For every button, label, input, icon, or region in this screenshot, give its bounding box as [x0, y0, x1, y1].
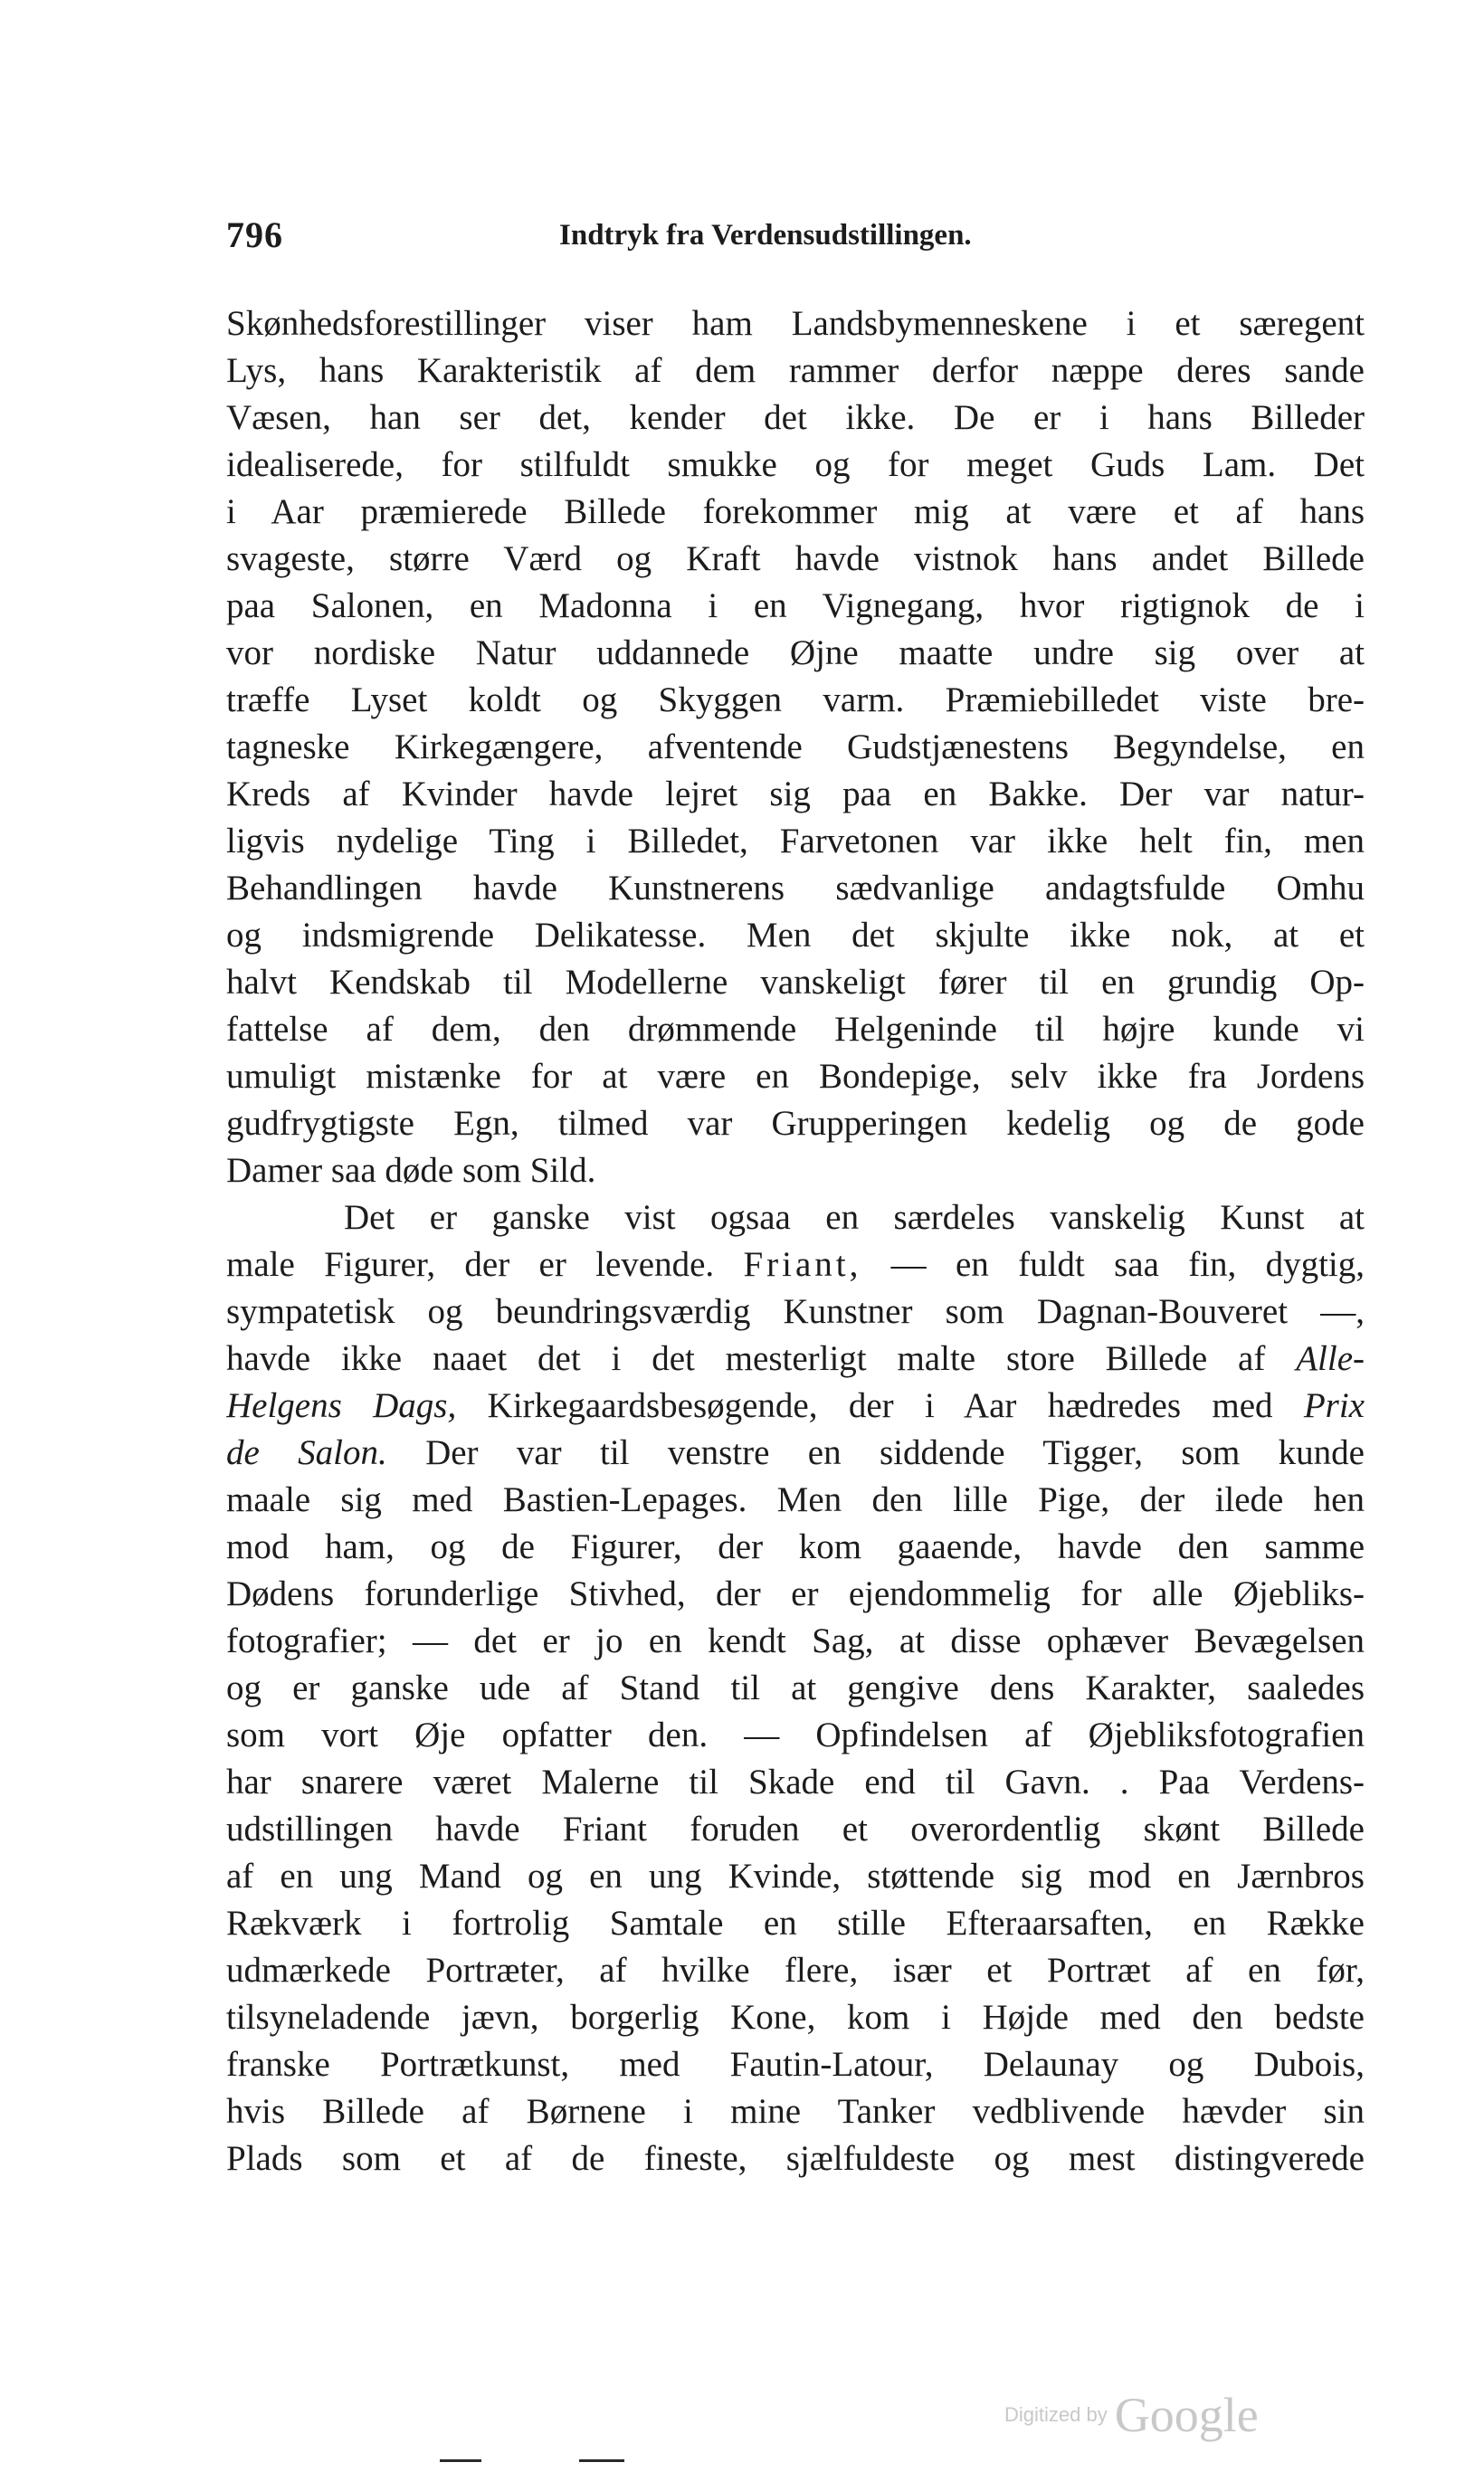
prize-name: de Salon. [226, 1433, 387, 1472]
text-line: ligvis nydelige Ting i Billedet, Farvetonen var ikke helt fin, men [226, 822, 1365, 860]
text-line: Behandlingen havde Kunstnerens sædvanlige andagtsfulde Omhu [226, 869, 1365, 908]
text-line: sympatetisk og beundringsværdig Kunstner som Dagnan-Bouveret —, [226, 1292, 1365, 1331]
scan-mark [579, 2459, 624, 2462]
text-line: Det er ganske vist ogsaa en særdeles vanskelig Kunst at [344, 1198, 1365, 1237]
text-line: Væsen, han ser det, kender det ikke. De er i hans Billeder [226, 398, 1365, 437]
text-line: Lys, hans Karakteristik af dem rammer derfor næppe deres sande [226, 351, 1365, 390]
text-line: som vort Øje opfatter den. — Opfindelsen af Øjebliksfotografien [226, 1716, 1365, 1754]
watermark-prefix: Digitized by [1004, 2403, 1108, 2426]
running-title: Indtryk fra Verdensudstillingen. [559, 219, 972, 252]
text-line: franske Portrætkunst, med Fautin-Latour, Delaunay og Dubois, [226, 2045, 1365, 2084]
scan-mark [440, 2459, 481, 2462]
text-line: svageste, større Værd og Kraft havde vistnok hans andet Billede [226, 539, 1365, 578]
text-line: paa Salonen, en Madonna i en Vignegang, hvor rigtignok de i [226, 586, 1365, 625]
text-run: male Figurer, der er levende. [226, 1245, 744, 1284]
digitized-watermark [1004, 2387, 1259, 2443]
text-run: Kirkegaardsbesøgende, der i Aar hædredes med [456, 1386, 1304, 1425]
google-logo: Google [1114, 2388, 1259, 2442]
text-line: fattelse af dem, den drømmende Helgeninde til højre kunde vi [226, 1010, 1365, 1049]
text-line: fotografier; — det er jo en kendt Sag, at disse ophæver Bevægelsen [226, 1621, 1365, 1660]
text-line: hvis Billede af Børnene i mine Tanker vedblivende hævder sin [226, 2092, 1365, 2131]
text-line: Dødens forunderlige Stivhed, der er ejendommelig for alle Øjebliks- [226, 1574, 1365, 1613]
text-line: maale sig med Bastien-Lepages. Men den lille Pige, der ilede hen [226, 1480, 1365, 1519]
text-run: — en fuldt saa fin, dygtig, [861, 1245, 1365, 1284]
text-run: havde ikke naaet det i det mesterligt malte store Billede af [226, 1339, 1297, 1378]
body-text [226, 300, 1365, 2182]
text-line [226, 1241, 1365, 1288]
text-line: tilsyneladende jævn, borgerlig Kone, kom i Højde med den bedste [226, 1998, 1365, 2037]
text-line: mod ham, og de Figurer, der kom gaaende, havde den samme [226, 1527, 1365, 1566]
text-line: af en ung Mand og en ung Kvinde, støttende sig mod en Jærnbros [226, 1857, 1365, 1896]
text-line: og indsmigrende Delikatesse. Men det skjulte ikke nok, at et [226, 916, 1365, 955]
painting-title: Helgens Dags, [226, 1386, 457, 1425]
text-run: Der var til venstre en siddende Tigger, som kunde [386, 1433, 1365, 1472]
text-line [226, 1336, 1365, 1383]
text-line: Skønhedsforestillinger viser ham Landsbymenneskene i et særegent [226, 304, 1365, 343]
text-line: gudfrygtigste Egn, tilmed var Grupperingen kedelig og de gode [226, 1104, 1365, 1143]
painting-title: Alle- [1296, 1339, 1365, 1378]
page-header [226, 214, 1365, 268]
text-line: Damer saa døde som Sild. [226, 1151, 596, 1190]
text-line: Plads som et af de fineste, sjælfuldeste og mest distingverede [226, 2139, 1365, 2178]
text-line: Rækværk i fortrolig Samtale en stille Efteraarsaften, en Række [226, 1904, 1365, 1943]
text-line: vor nordiske Natur uddannede Øjne maatte undre sig over at [226, 633, 1365, 672]
text-line: umuligt mistænke for at være en Bondepige, selv ikke fra Jordens [226, 1057, 1365, 1096]
text-line: har snarere været Malerne til Skade end til Gavn. . Paa Verdens- [226, 1763, 1365, 1802]
text-line: tagneske Kirkegængere, afventende Gudstjænestens Begyndelse, en [226, 727, 1365, 766]
book-page [226, 0, 1365, 2472]
text-line [226, 1383, 1365, 1430]
text-line: idealiserede, for stilfuldt smukke og for meget Guds Lam. Det [226, 445, 1365, 484]
artist-name: Friant, [743, 1245, 862, 1284]
text-line: halvt Kendskab til Modellerne vanskeligt fører til en grundig Op- [226, 963, 1365, 1002]
text-line: og er ganske ude af Stand til at gengive dens Karakter, saaledes [226, 1669, 1365, 1707]
text-line: i Aar præmierede Billede forekommer mig at være et af hans [226, 492, 1365, 531]
text-line: Kreds af Kvinder havde lejret sig paa en Bakke. Der var natur- [226, 775, 1365, 813]
page-number: 796 [226, 214, 283, 255]
prize-name: Prix [1303, 1386, 1365, 1425]
text-line: udmærkede Portræter, af hvilke flere, især et Portræt af en før, [226, 1951, 1365, 1990]
text-line: træffe Lyset koldt og Skyggen varm. Præmiebilledet viste bre- [226, 680, 1365, 719]
text-line: udstillingen havde Friant foruden et overordentlig skønt Billede [226, 1810, 1365, 1849]
text-line [226, 1430, 1365, 1477]
